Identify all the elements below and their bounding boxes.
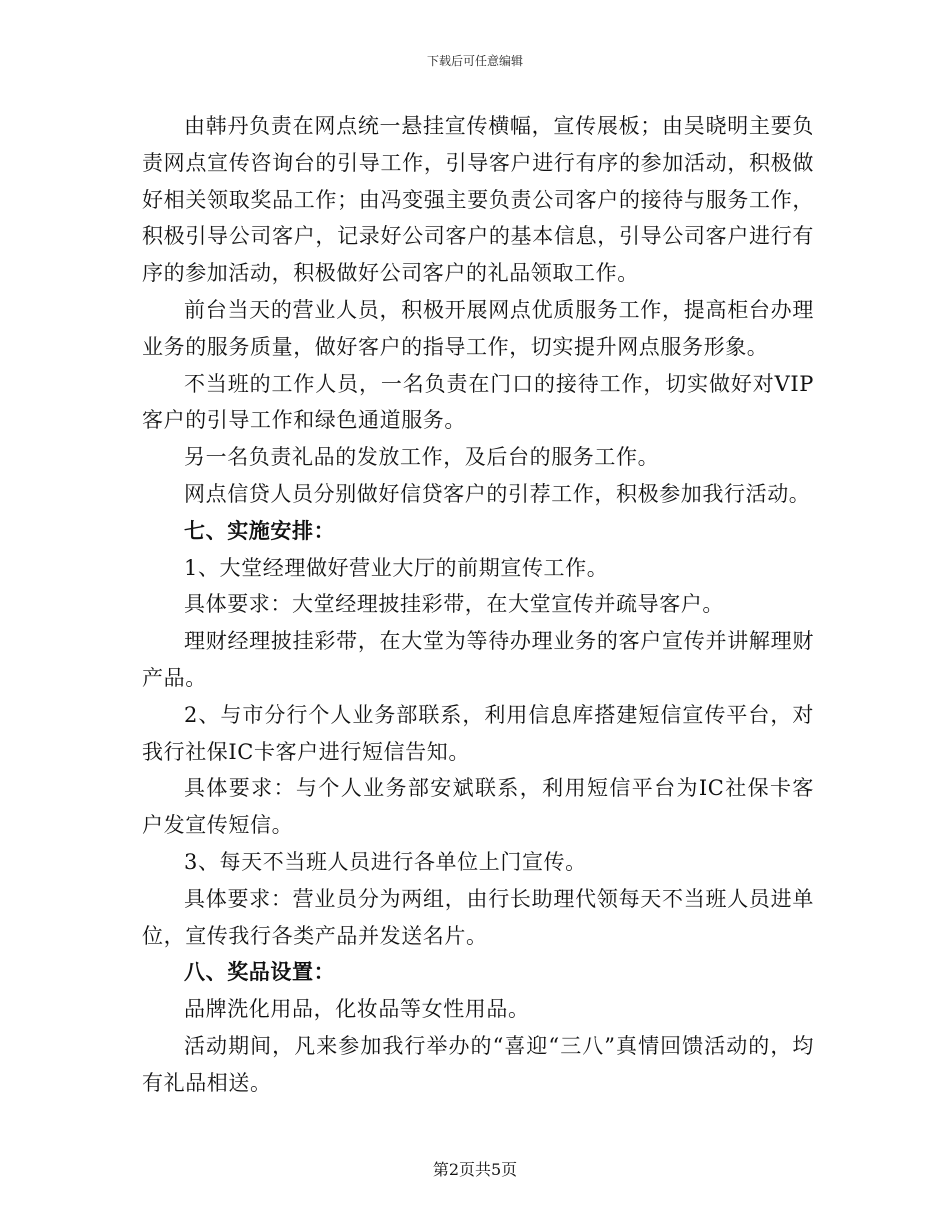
paragraph-16: 活动期间，凡来参加我行举办的“喜迎“三八”真情回馈活动的，均有礼品相送。 [142, 1033, 814, 1095]
paragraph-10: 2、与市分行个人业务部联系，利用信息库搭建短信宣传平台，对我行社保IC卡客户进行短信告知。 [142, 702, 814, 764]
section-heading-8: 八、奖品设置： [184, 959, 336, 985]
paragraph-5: 网点信贷人员分别做好信贷客户的引荐工作，积极参加我行活动。 [184, 481, 811, 506]
paragraph-12: 3、每天不当班人员进行各单位上门宣传。 [184, 849, 587, 874]
paragraph-3: 不当班的工作人员，一名负责在门口的接待工作，切实做好对VIP客户的引导工作和绿色通道服务。 [142, 371, 814, 433]
paragraph-8: 具体要求：大堂经理披挂彩带，在大堂宣传并疏导客户。 [184, 592, 724, 617]
paragraph-11: 具体要求：与个人业务部安斌联系，利用短信平台为IC社保卡客户发宣传短信。 [142, 776, 814, 838]
page-header: 下载后可任意编辑 [426, 54, 523, 68]
section-heading-7: 七、实施安排： [184, 517, 336, 543]
paragraph-2: 前台当天的营业人员，积极开展网点优质服务工作，提高柜台办理业务的服务质量，做好客户的指导工作，切实提升网点服务形象。 [142, 297, 814, 359]
paragraph-7: 1、大堂经理做好营业大厅的前期宣传工作。 [184, 555, 609, 580]
page-footer: 第2页共5页 [432, 1160, 518, 1179]
paragraph-1: 由韩丹负责在网点统一悬挂宣传横幅，宣传展板；由吴晓明主要负责网点宣传咨询台的引导工作，引导客户进行有序的参加活动，积极做好相关领取奖品工作；由冯变强主要负责公司客户的接待与服务工作，积极引导公司客户，记录好公司客户的基本信息，引导公司客户进行有序的参加活动，积极做好公司客户的礼品领取工作。 [142, 114, 814, 286]
document-body [142, 108, 814, 1102]
paragraph-4: 另一名负责礼品的发放工作，及后台的服务工作。 [184, 445, 660, 470]
paragraph-9: 理财经理披挂彩带，在大堂为等待办理业务的客户宣传并讲解理财产品。 [142, 629, 814, 690]
paragraph-13: 具体要求：营业员分为两组，由行长助理代领每天不当班人员进单位，宣传我行各类产品并发送名片。 [142, 886, 814, 948]
paragraph-15: 品牌洗化用品，化妆品等女性用品。 [184, 997, 530, 1022]
